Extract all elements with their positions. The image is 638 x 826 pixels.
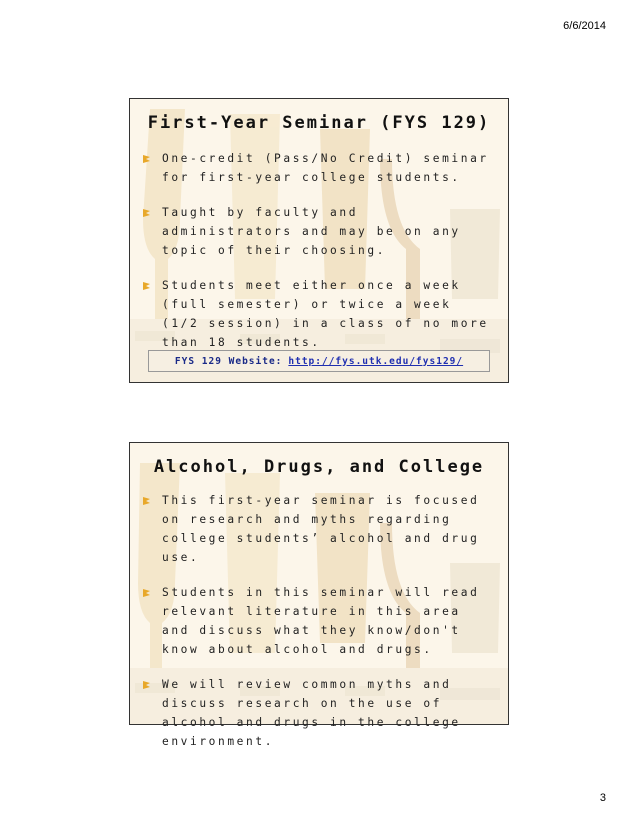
bullet-item xyxy=(138,491,498,567)
pennant-bullet-icon xyxy=(142,154,151,164)
page-date: 6/6/2014 xyxy=(563,20,606,32)
slide-title: Alcohol, Drugs, and College xyxy=(153,457,485,477)
bullet-list xyxy=(138,491,498,767)
slide-title: First-Year Seminar (FYS 129) xyxy=(147,113,491,133)
bullet-item xyxy=(138,203,498,260)
slide-first-year-seminar xyxy=(129,98,509,383)
bullet-text: This first-year seminar is focused on research and myths regarding college students’ alcohol and drug use. xyxy=(162,494,480,564)
website-label: FYS 129 Website: xyxy=(174,355,283,367)
website-box xyxy=(148,350,490,372)
bullet-text: Students meet either once a week (full semester) or twice a week (1/2 session) in a class of no more than 18 students. xyxy=(162,279,489,349)
pennant-bullet-icon xyxy=(142,281,151,291)
bullet-text: We will review common myths and discuss research on the use of alcohol and drugs in the college environment. xyxy=(162,678,461,748)
bullet-text: Students in this seminar will read relevant literature in this area and discuss what they know/don't know about alcohol and drugs. xyxy=(162,586,480,656)
pennant-bullet-icon xyxy=(142,208,151,218)
bullet-item xyxy=(138,276,498,352)
pennant-bullet-icon xyxy=(142,588,151,598)
bullet-item xyxy=(138,149,498,187)
bullet-text: One-credit (Pass/No Credit) seminar for first-year college students. xyxy=(162,152,489,184)
pennant-bullet-icon xyxy=(142,680,151,690)
bullet-item xyxy=(138,675,498,751)
pennant-bullet-icon xyxy=(142,496,151,506)
bullet-text: Taught by faculty and administrators and may be on any topic of their choosing. xyxy=(162,206,461,257)
bullet-item xyxy=(138,583,498,659)
website-link[interactable]: http://fys.utk.edu/fys129/ xyxy=(288,355,464,367)
slide-alcohol-drugs-college xyxy=(129,442,509,748)
page-number: 3 xyxy=(599,792,606,804)
bullet-list xyxy=(138,149,498,368)
